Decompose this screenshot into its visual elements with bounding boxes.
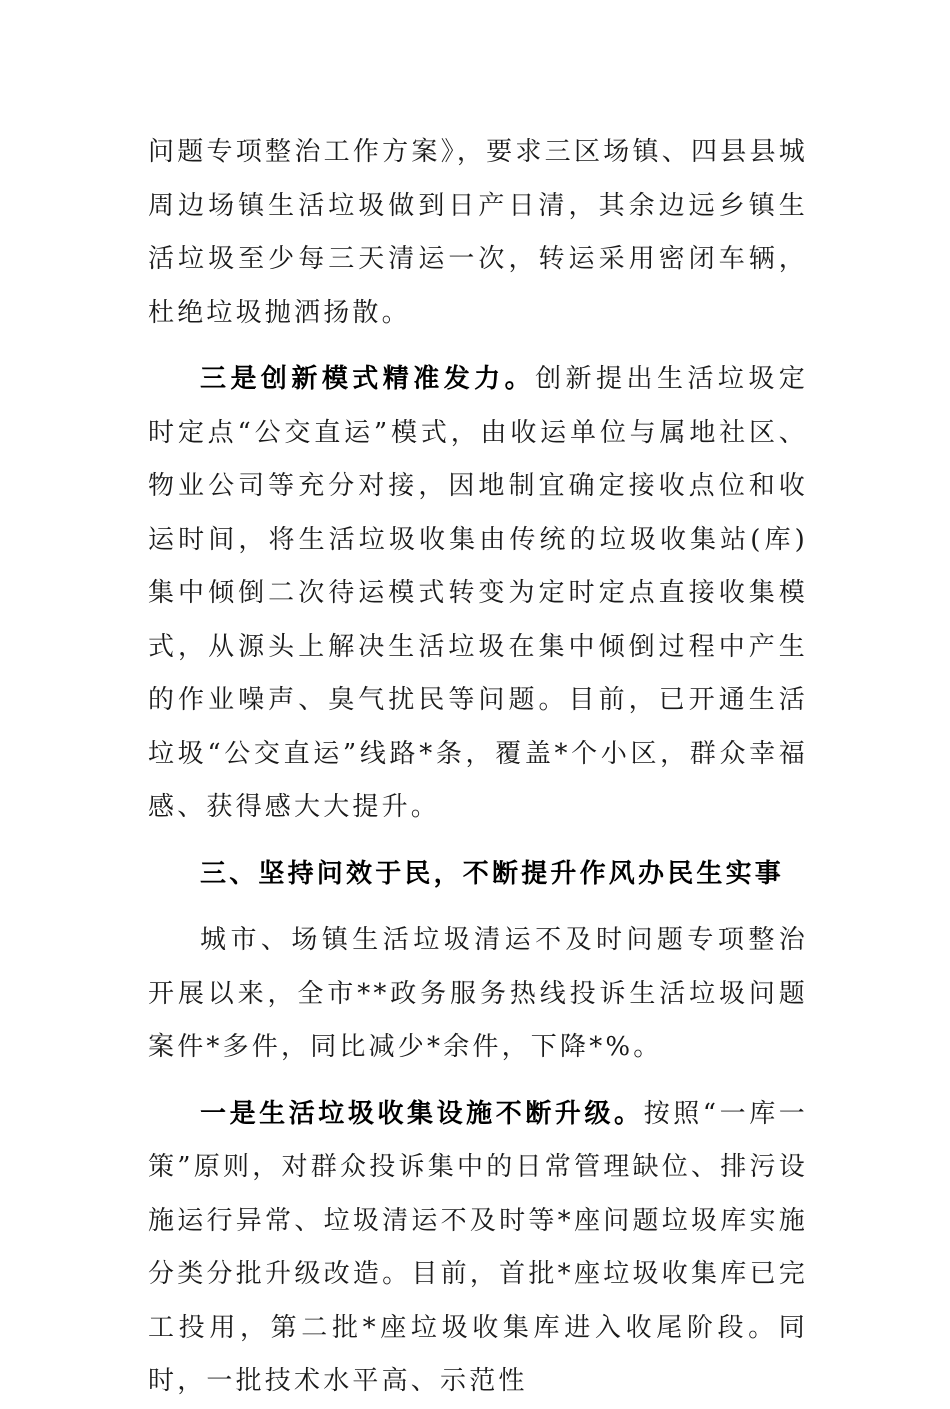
paragraph-facility-upgrade [148,1088,808,1409]
document-page [148,126,808,1409]
paragraph-innovation-model [148,353,808,835]
paragraph-text: 按照“一库一策”原则，对群众投诉集中的日常管理缺位、排污设施运行异常、垃圾清运不及时等*座问题垃圾库实施分类分批升级改造。目前，首批*座垃圾收集库已完工投用，第二批*座垃圾收集库进入收尾阶段。同时，一批技术水平高、示范性 [148,1098,808,1396]
paragraph-continuation [148,126,808,340]
section-heading: 三、坚持问效于民，不断提升作风办民生实事 [200,858,785,889]
paragraph-lead: 一是生活垃圾收集设施不断升级。 [200,1098,644,1129]
paragraph-text: 创新提出生活垃圾定时定点“公交直运”模式，由收运单位与属地社区、物业公司等充分对接，因地制宜确定接收点位和收运时间，将生活垃圾收集由传统的垃圾收集站(库)集中倾倒二次待运模式转变为定时定点直接收集模式，从源头上解决生活垃圾在集中倾倒过程中产生的作业噪声、臭气扰民等问题。目前，已开通生活垃圾“公交直运”线路*条，覆盖*个小区，群众幸福感、获得感大大提升。 [148,364,808,822]
paragraph-lead: 三是创新模式精准发力。 [200,364,536,394]
paragraph-results-summary [148,914,808,1075]
paragraph-text: 城市、场镇生活垃圾清运不及时问题专项整治开展以来，全市**政务服务热线投诉生活垃圾问题案件*多件，同比减少*余件，下降*%。 [148,925,808,1062]
paragraph-text: 问题专项整治工作方案》，要求三区场镇、四县县城周边场镇生活垃圾做到日产日清，其余边远乡镇生活垃圾至少每三天清运一次，转运采用密闭车辆，杜绝垃圾抛洒扬散。 [148,137,808,328]
